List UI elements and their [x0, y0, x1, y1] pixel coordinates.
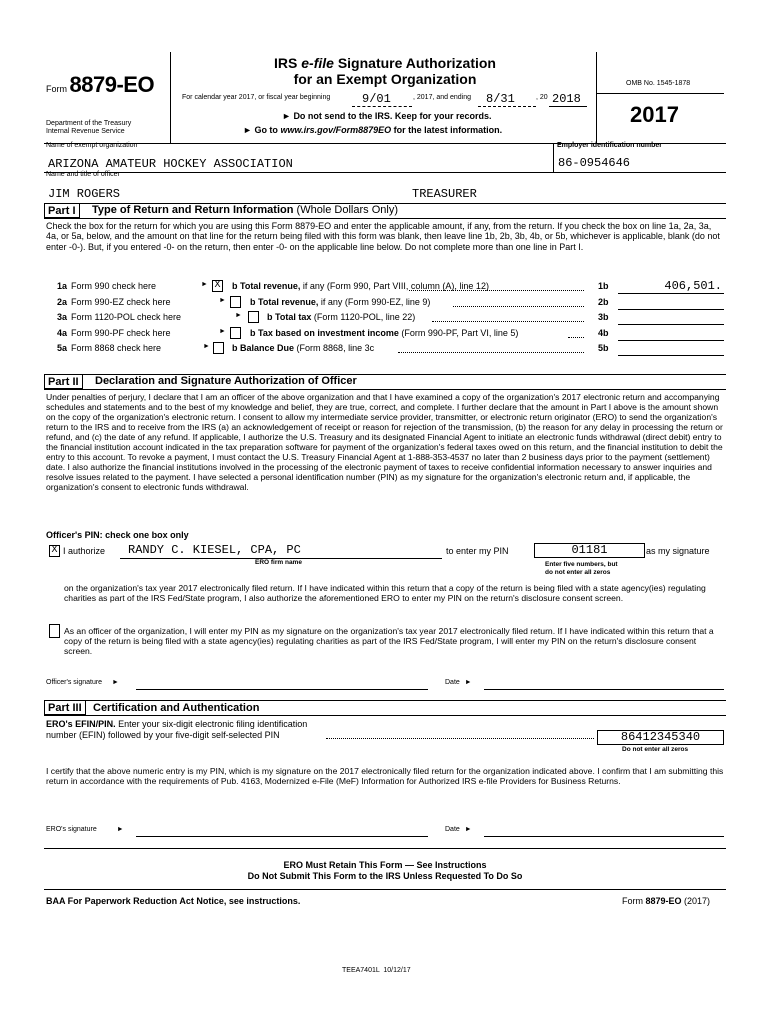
line-b-text: b Total revenue, if any (Form 990, Part VIII, column (A), line 12) [232, 281, 489, 291]
line-a-text: Form 8868 check here [71, 343, 162, 353]
return-type-checkbox[interactable] [230, 327, 241, 339]
arrow-right-icon: ► [464, 826, 472, 833]
part1-label: Part I [44, 203, 80, 218]
title-pre: IRS [274, 55, 302, 71]
fiscal-year-line: For calendar year 2017, or fiscal year beginning [182, 94, 331, 101]
return-type-checkbox[interactable]: X [212, 280, 223, 292]
line-a-text: Form 990-PF check here [71, 327, 171, 338]
form-code: TEEA7401L 10/12/17 [342, 967, 411, 974]
officer-signature-line[interactable] [136, 689, 428, 690]
form-label [46, 72, 154, 98]
arrow-right-icon: ► [201, 281, 208, 288]
line-a-text: Form 990-EZ check here [71, 296, 171, 307]
return-type-checkbox[interactable] [248, 311, 259, 323]
pin-heading: Officer's PIN: check one box only [46, 530, 189, 540]
arrow-right-icon: ► [219, 296, 226, 304]
part3-label: Part III [44, 700, 86, 715]
officer-signature-label: Officer's signature ► [46, 679, 119, 686]
leader-dots [568, 337, 584, 338]
irs-url-link[interactable]: www.irs.gov/Form8879EO [280, 125, 392, 135]
baa-notice: BAA For Paperwork Reduction Act Notice, see instructions. [46, 896, 301, 906]
instruction-go-to: ► Go to www.irs.gov/Form8879EO for the latest information. [243, 125, 503, 135]
ero-firm-label: ERO firm name [255, 559, 302, 566]
line-a-text: Form 1120-POL check here [71, 312, 182, 322]
officer-pin-option1-checkbox[interactable]: X [49, 545, 60, 557]
org-name[interactable]: ARIZONA AMATEUR HOCKEY ASSOCIATION [48, 157, 293, 171]
line-a-text: Form 990 check here [71, 281, 157, 291]
arrow-right-icon: ► [112, 679, 119, 686]
officer-name[interactable]: JIM ROGERS [48, 187, 121, 201]
line-number: 5a [57, 343, 68, 353]
title-efile: e-file [301, 55, 334, 71]
ero-date-line[interactable] [484, 836, 724, 837]
ero-firm-name[interactable]: RANDY C. KIESEL, CPA, PC [128, 543, 301, 557]
line-number: 2a [57, 296, 68, 307]
arrow-right-icon: ► [203, 343, 210, 350]
ein-label: Employer identification number [557, 142, 663, 149]
leader-dots [398, 352, 584, 353]
line-b-text: b Total revenue, if any (Form 990-EZ, line 9) [250, 296, 431, 307]
org-name-label: Name of exempt organization [46, 142, 138, 149]
efin-label: ERO's EFIN/PIN. Enter your six-digit electronic filing identification number (EFIN) followed by your five-digit self-selected PIN [46, 719, 308, 740]
ein-value[interactable]: 86-0954646 [558, 156, 631, 170]
officer-title[interactable]: TREASURER [412, 187, 477, 201]
as-signature-label: as my signature [646, 546, 710, 556]
line-ref: 1b [598, 281, 609, 291]
efin-note: Do not enter all zeros [622, 746, 689, 753]
retain-notice: ERO Must Retain This Form — See Instructions Do Not Submit This Form to the IRS Unless Requested To Do So [247, 860, 523, 881]
officer-pin-input[interactable]: 01181 [534, 543, 645, 558]
ero-signature-line[interactable] [136, 836, 428, 837]
arrow-right-icon: ► [464, 679, 472, 686]
leader-dots [432, 321, 584, 322]
return-type-checkbox[interactable] [213, 342, 224, 354]
arrow-right-icon: ► [235, 312, 242, 319]
line-b-text: b Total tax (Form 1120-POL, line 22) [267, 312, 416, 322]
line-ref: 5b [598, 343, 609, 353]
arrow-right-icon: ► [243, 125, 252, 135]
line-ref: 3b [598, 312, 609, 322]
line-number: 1a [57, 281, 68, 291]
ero-signature-label: ERO's signature ► [46, 826, 124, 833]
arrow-right-icon: ► [116, 826, 124, 833]
tax-year: 2017 [630, 102, 679, 127]
line-amount[interactable]: 406,501. [664, 279, 722, 293]
officer-label: Name and title of officer [46, 171, 120, 178]
form-prefix: Form [46, 84, 67, 94]
part1-line-3a [0, 312, 770, 326]
part1-line-5a [0, 343, 770, 357]
fiscal-year-prefix: , 20 [536, 94, 548, 101]
ero-date-label: Date ► [445, 826, 472, 833]
part2-label: Part II [44, 374, 83, 389]
fiscal-year-end-year[interactable]: 2018 [552, 92, 581, 106]
part1-intro: Check the box for the return for which you are using this Form 8879-EO and enter the applicable amount, if any, from the return. If you check the box on line 1a, 2a, 3a, 4a, or 5a, below, and the amount on that line for the return being filed with this form was blank, then leave line 1b, 2b, 3b, 4b, or 5b, whichever is applicable, blank (do not enter -0-). But, if you entered -0- on the return, then enter -0- on the applicable line below. Do not complete more than one line in Part I. [46, 221, 720, 252]
certification-text: I certify that the above numeric entry is my PIN, which is my signature on the 2017 electronically filed return for the organization indicated above. I confirm that I am submitting this return in accordance with the requirements of Pub. 4163, Modernized e-File (MeF) Information for Authorized IRS e-file Providers for Business Returns. [46, 766, 724, 786]
line-number: 3a [57, 312, 68, 322]
opt1-authorize-label: I authorize [63, 546, 106, 556]
fiscal-year-begin[interactable]: 9/01 [362, 92, 391, 106]
officer-pin-option2-checkbox[interactable] [49, 624, 60, 638]
part1-title: Type of Return and Return Information (Whole Dollars Only) [92, 204, 398, 216]
part1-line-1a [0, 281, 770, 295]
arrow-right-icon: ► [219, 327, 226, 335]
line-ref: 2b [598, 296, 609, 307]
part2-title: Declaration and Signature Authorization of Officer [95, 375, 357, 387]
department: Department of the Treasury Internal Revenue Service [46, 120, 132, 135]
ero-efin-pin-input[interactable]: 86412345340 [597, 730, 724, 745]
opt2-text: As an officer of the organization, I will enter my PIN as my signature on the organization's tax year 2017 electronically filed return. If I have indicated within this return that a copy of the return is being filed with a state agency(ies) regulating charities as part of the IRS Fed/State program, I will enter my PIN on the return's disclosure consent screen. [64, 626, 714, 656]
opt1-text: on the organization's tax year 2017 electronically filed return. If I have indicated within this return that a copy of the return is being filed with a state agency(ies) regulating charities as part of the IRS Fed/State program, I also authorize the aforementioned ERO to enter my PIN on the return's disclosure consent screen. [64, 583, 706, 603]
leader-dots [453, 306, 584, 307]
line-ref: 4b [598, 327, 609, 338]
officer-date-line[interactable] [484, 689, 724, 690]
omb-number: OMB No. 1545-1878 [626, 80, 691, 87]
leader-dots [409, 290, 584, 291]
pin-note: Enter five numbers, but do not enter all zeros [545, 561, 618, 576]
title-post: Signature Authorization [333, 55, 496, 71]
title-line2: for an Exempt Organization [293, 71, 477, 87]
return-type-checkbox[interactable] [230, 296, 241, 308]
instruction-do-not-send: ► Do not send to the IRS. Keep for your records. [282, 111, 492, 121]
officer-date-label: Date ► [445, 679, 472, 686]
part1-line-2a [0, 297, 770, 311]
arrow-right-icon: ► [282, 111, 291, 121]
form-number: 8879-EO [69, 72, 155, 97]
fiscal-year-mid: , 2017, and ending [413, 94, 471, 101]
part1-line-4a [0, 328, 770, 342]
form-title [180, 55, 590, 87]
part2-declaration: Under penalties of perjury, I declare that I am an officer of the above organization and that I have examined a copy of the organization's 2017 electronic return and accompanying schedules and statements and to the best of my knowledge and belief, they are true, correct, and complete. I further declare that the amount in Part I above is the amount shown on the copy of the organization's electronic return. I consent to allow my intermediate service provider, transmitter, or electronic return originator (ERO) to send the organization's return to the IRS and to receive from the IRS (a) an acknowledgement of receipt or reason for rejection of the transmission, (b) the reason for any delay in processing the return or refund, and (c) the date of any refund. If applicable, I authorize the U.S. Treasury and its designated Financial Agent to initiate an electronic funds withdrawal (direct debit) entry to the financial institution account indicated in the tax preparation software for payment of the organization's federal taxes owed on this return, and the financial institution to debit the entry to this account. To revoke a payment, I must contact the U.S. Treasury Financial Agent at 1-888-353-4537 no later than 2 business days prior to the payment (settlement) date. I also authorize the financial institutions involved in the processing of the electronic payment of taxes to receive confidential information necessary to answer inquiries and resolve issues related to the payment. I have selected a personal identification number (PIN) as my signature for the organization's electronic return and, if applicable, the organization's consent to electronic funds withdrawal. [46, 392, 723, 492]
line-b-text: b Tax based on investment income (Form 990-PF, Part VI, line 5) [250, 327, 519, 338]
fiscal-year-end[interactable]: 8/31 [486, 92, 515, 106]
enter-pin-label: to enter my PIN [446, 546, 509, 556]
form-reference: Form 8879-EO (2017) [622, 896, 711, 906]
line-number: 4a [57, 327, 68, 338]
part3-title: Certification and Authentication [93, 702, 260, 714]
line-b-text: b Balance Due (Form 8868, line 3c [232, 343, 375, 353]
